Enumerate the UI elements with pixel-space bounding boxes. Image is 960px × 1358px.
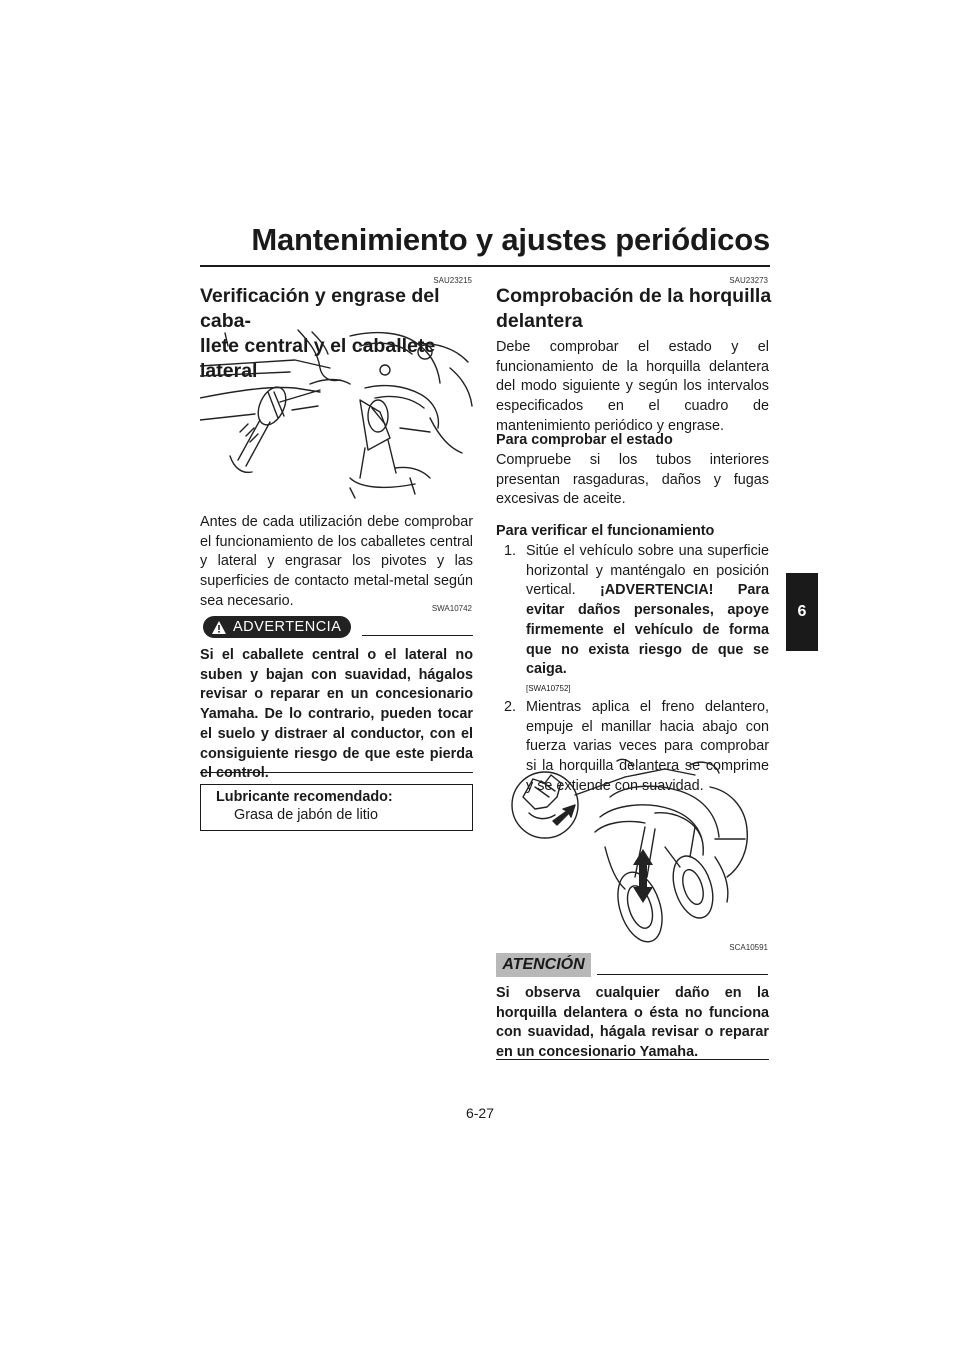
step-text: Mientras aplica el freno delantero, empuje el manillar hacia abajo con fuerza varias veces para comprobar si la horquilla delantera se comprime y se extiende con suavidad. <box>526 698 769 794</box>
title-rule <box>200 265 770 267</box>
image-code: SCA10591 <box>729 943 768 952</box>
warning-triangle-icon <box>211 620 227 635</box>
caution-text: Si observa cualquier daño en la horquilla delantera o ésta no funciona con suavidad, hágala revisar o reparar en un concesionario Yamaha. <box>496 985 769 1061</box>
warning-rule <box>362 635 473 636</box>
step-number: 1. <box>504 543 517 559</box>
heading-line: llete central y el caballete lateral <box>200 335 436 382</box>
step-code: [SWA10752] <box>526 683 571 693</box>
subheading: Para verificar el funcionamiento <box>496 523 715 539</box>
lubricant-value: Grasa de jabón de litio <box>234 807 378 823</box>
warning-badge <box>203 616 351 638</box>
caution-rule <box>597 974 768 975</box>
section-code: SAU23215 <box>433 276 472 285</box>
list-item <box>496 542 769 695</box>
chapter-tab: 6 <box>786 573 818 651</box>
step-number: 2. <box>504 698 517 715</box>
subheading: Para comprobar el estado <box>496 432 673 448</box>
caution-badge: ATENCIÓN <box>496 953 591 977</box>
heading-line: Verificación y engrase del caba- <box>200 285 440 332</box>
heading-line: delantera <box>496 310 583 332</box>
stand-illustration <box>200 328 475 503</box>
page-number: 6-27 <box>465 1105 495 1121</box>
state-paragraph: Compruebe si los tubos interiores presentan rasgaduras, daños y fugas excesivas de aceite. <box>496 452 769 508</box>
intro-paragraph: Debe comprobar el estado y el funcionamiento de la horquilla delantera del modo siguiente y según los intervalos especificados en el cuadro de mantenimiento periódico y engrase. <box>496 339 769 434</box>
step-warning: ¡ADVERTENCIA! Para evitar daños personales, apoye firmemente el vehículo de forma que no exista riesgo de que se caiga. <box>526 582 770 678</box>
heading-line: Comprobación de la horquilla <box>496 285 772 307</box>
intro-paragraph: Antes de cada utilización debe comprobar el funcionamiento de los caballetes central y lateral y engrasar los pivotes y las superficies de contacto metal-metal según sea necesario. <box>200 514 473 609</box>
warning-code: SWA10742 <box>431 604 472 613</box>
lubricant-box <box>200 784 473 831</box>
caution-end-rule <box>496 1059 769 1060</box>
warning-text: Si el caballete central o el lateral no suben y bajan con suavidad, hágalos revisar o reparar en un concesionario Yamaha. De lo contrario, pueden tocar el suelo y distraer al conductor, con el consiguiente riesgo de que este pierda el control. <box>200 647 473 782</box>
page-title: Mantenimiento y ajustes periódicos <box>251 222 770 257</box>
lubricant-label: Lubricante recomendado: <box>216 789 393 805</box>
warning-label: ADVERTENCIA <box>233 619 342 635</box>
section-code: SAU23273 <box>729 276 768 285</box>
section-heading <box>496 284 781 334</box>
step-text: Sitúe el vehículo sobre una superficie horizontal y manténgalo en posición vertical. <box>526 543 769 599</box>
fork-illustration <box>505 757 770 952</box>
warning-end-rule <box>200 772 473 773</box>
